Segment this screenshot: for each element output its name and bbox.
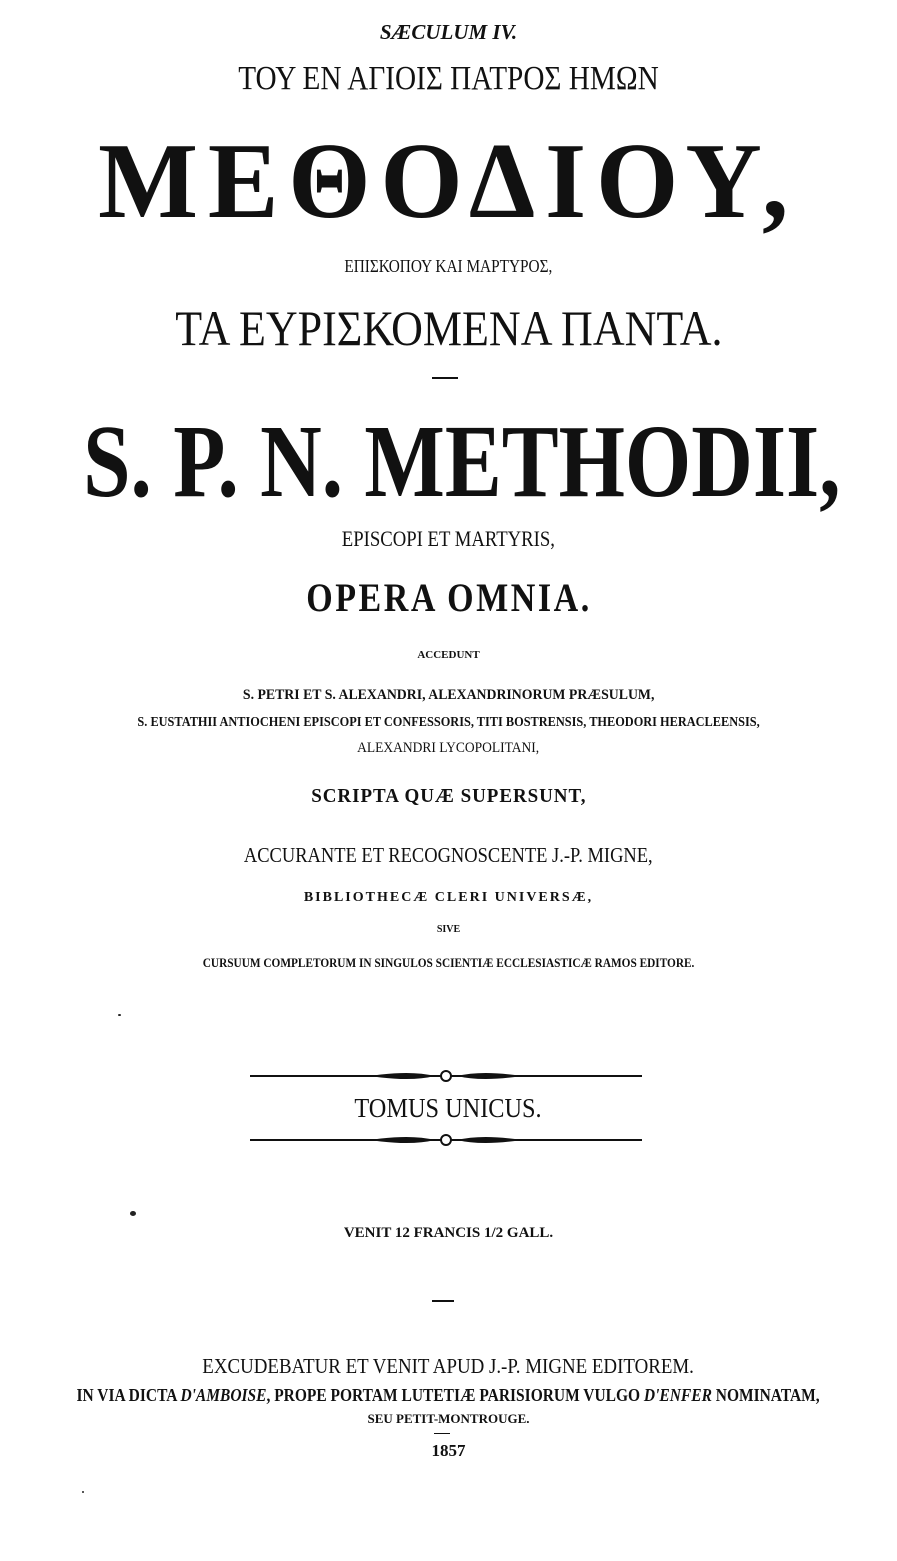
authors-line-1: S. PETRI ET S. ALEXANDRI, ALEXANDRINORUM PRÆSULUM, bbox=[242, 687, 655, 703]
ornamental-rule-bottom bbox=[250, 1132, 642, 1148]
latin-title-name: S. P. N. METHODII, bbox=[83, 404, 841, 519]
ink-speck bbox=[118, 1014, 121, 1016]
greek-line-1: ΤΟΥ ΕΝ ΑΓΙΟΙΣ ΠΑΤΡΟΣ ΗΜΩΝ bbox=[238, 60, 659, 97]
imprint-line-3: SEU PETIT-MONTROUGE. bbox=[367, 1411, 530, 1426]
ink-speck bbox=[130, 1211, 136, 1216]
price-line: VENIT 12 FRANCIS 1/2 GALL. bbox=[343, 1225, 554, 1241]
greek-works: ΤΑ ΕΥΡΙΣΚΟΜΕΝΑ ΠΑΝΤΑ. bbox=[174, 300, 723, 356]
authors-line-2: S. EUSTATHII ANTIOCHENI EPISCOPI ET CONFESSORIS, TITI BOSTRENSIS, THEODORI HERACLEENSIS, bbox=[137, 715, 760, 730]
latin-office: EPISCOPI ET MARTYRIS, bbox=[341, 526, 556, 551]
imprint-year: 1857 bbox=[431, 1441, 466, 1460]
short-divider-2 bbox=[432, 1300, 454, 1302]
imprint-line-2: IN VIA DICTA D'AMBOISE, PROPE PORTAM LUTETIÆ PARISIORUM VULGO D'ENFER NOMINATAM, bbox=[76, 1385, 821, 1405]
year-rule bbox=[434, 1433, 450, 1434]
latin-works: OPERA OMNIA. bbox=[305, 575, 592, 620]
ink-speck bbox=[82, 1491, 84, 1493]
editor-line-2: BIBLIOTHECÆ CLERI UNIVERSÆ, bbox=[303, 890, 594, 905]
scripta-line: SCRIPTA QUÆ SUPERSUNT, bbox=[310, 785, 587, 807]
greek-title-name: ΜΕΘΟΔΙΟΥ, bbox=[98, 122, 799, 241]
editor-line-1: ACCURANTE ET RECOGNOSCENTE J.-P. MIGNE, bbox=[244, 843, 653, 867]
editor-line-3: SIVE bbox=[436, 924, 461, 935]
greek-office: ΕΠΙΣΚΟΠΟΥ ΚΑΙ ΜΑΡΤΥΡΟΣ, bbox=[344, 256, 553, 276]
short-divider bbox=[432, 377, 458, 379]
saeculum-heading: SÆCULUM IV. bbox=[379, 20, 518, 44]
authors-line-3: ALEXANDRI LYCOPOLITANI, bbox=[357, 740, 540, 756]
tomus-label: TOMUS UNICUS. bbox=[354, 1093, 543, 1123]
editor-line-4: CURSUUM COMPLETORUM IN SINGULOS SCIENTIÆ ECCLESIASTICÆ RAMOS EDITORE. bbox=[202, 955, 695, 970]
accedunt-label: ACCEDUNT bbox=[417, 649, 480, 661]
imprint-line-1: EXCUDEBATUR ET VENIT APUD J.-P. MIGNE EDITOREM. bbox=[202, 1354, 695, 1378]
ornamental-rule-top bbox=[250, 1068, 642, 1084]
